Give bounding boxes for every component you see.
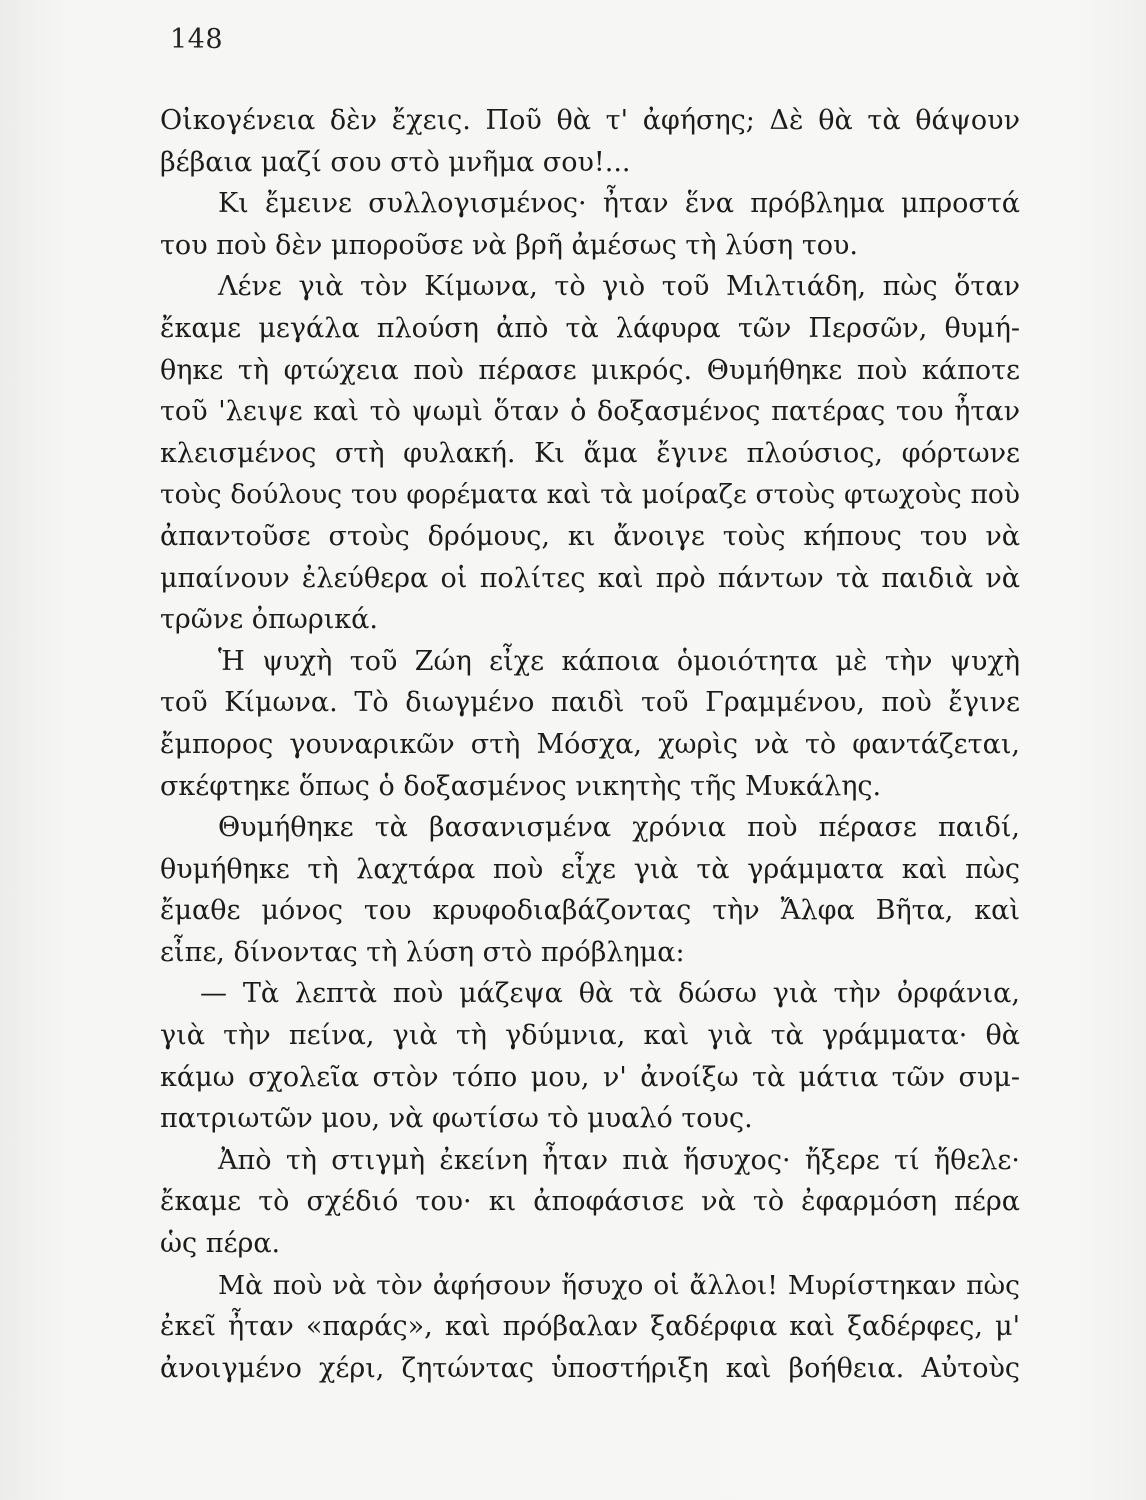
text-line: πατριωτῶν μου, νὰ φωτίσω τὸ μυαλό τους.: [160, 1103, 753, 1135]
text-line: βέβαια μαζί σου στὸ μνῆμα σου!...: [160, 146, 631, 178]
body-text: [160, 100, 1020, 1389]
text-line: Μὰ ποὺ νὰ τὸν ἀφήσουν ἥσυχο οἱ ἄλλοι! Μυρίστηκαν πὼς: [218, 1269, 1020, 1301]
text-line: ἐκεῖ ἦταν «παράς», καὶ πρόβαλαν ξαδέρφια καὶ ξαδέρφες, μ': [160, 1311, 1020, 1343]
page-number: 148: [170, 24, 224, 55]
text-line: κλεισμένος στὴ φυλακή. Κι ἅμα ἔγινε πλούσιος, φόρτωνε: [160, 437, 1020, 469]
text-line: θυμήθηκε τὴ λαχτάρα ποὺ εἶχε γιὰ τὰ γράμματα καὶ πὼς: [160, 853, 1020, 885]
text-line: γιὰ τὴν πείνα, γιὰ τὴ γδύμνια, καὶ γιὰ τὰ γράμματα· θὰ: [160, 1020, 1020, 1052]
text-line: του ποὺ δὲν μποροῦσε νὰ βρῆ ἀμέσως τὴ λύση του.: [160, 229, 859, 261]
text-line: Ἡ ψυχὴ τοῦ Ζώη εἶχε κάποια ὁμοιότητα μὲ τὴν ψυχὴ: [218, 645, 1020, 677]
text-line: Οἰκογένεια δὲν ἔχεις. Ποῦ θὰ τ' ἀφήσης; Δὲ θὰ τὰ θάψουν: [160, 105, 1020, 136]
text-line: ἔμπορος γουναρικῶν στὴ Μόσχα, χωρὶς νὰ τὸ φαντάζεται,: [160, 728, 1020, 760]
text-line: μπαίνουν ἐλεύθερα οἱ πολίτες καὶ πρὸ πάντων τὰ παιδιὰ νὰ: [160, 562, 1020, 594]
text-line: ἀνοιγμένο χέρι, ζητώντας ὑποστήριξη καὶ βοήθεια. Αὐτοὺς: [160, 1352, 1020, 1384]
text-line: Λένε γιὰ τὸν Κίμωνα, τὸ γιὸ τοῦ Μιλτιάδη, πὼς ὅταν: [218, 271, 1020, 303]
text-line: Κι ἔμεινε συλλογισμένος· ἦταν ἕνα πρόβλημα μπροστά: [218, 188, 1020, 220]
text-line: Θυμήθηκε τὰ βασανισμένα χρόνια ποὺ πέρασε παιδί,: [218, 812, 1020, 844]
text-line: τοῦ Κίμωνα. Τὸ διωγμένο παιδὶ τοῦ Γραμμένου, ποὺ ἔγινε: [160, 687, 1020, 719]
text-line: — Τὰ λεπτὰ ποὺ μάζεψα θὰ τὰ δώσω γιὰ τὴν ὀρφάνια,: [200, 978, 1020, 1010]
text-line: ἔκαμε τὸ σχέδιό του· κι ἀποφάσισε νὰ τὸ ἐφαρμόση πέρα: [160, 1186, 1020, 1218]
text-line: ὡς πέρα.: [160, 1228, 281, 1260]
text-line: τρῶνε ὀπωρικά.: [160, 604, 378, 636]
text-line: θηκε τὴ φτώχεια ποὺ πέρασε μικρός. Θυμήθηκε ποὺ κάποτε: [160, 354, 1020, 386]
text-line: ἔμαθε μόνος του κρυφοδιαβάζοντας τὴν Ἄλφα Βῆτα, καὶ: [160, 895, 1020, 927]
text-line: κάμω σχολεῖα στὸν τόπο μου, ν' ἀνοίξω τὰ μάτια τῶν συμ-: [160, 1061, 1020, 1093]
text-line: σκέφτηκε ὅπως ὁ δοξασμένος νικητὴς τῆς Μυκάλης.: [160, 770, 882, 802]
text-line: Ἀπὸ τὴ στιγμὴ ἐκείνη ἦταν πιὰ ἥσυχος· ἤξερε τί ἤθελε·: [218, 1144, 1020, 1176]
text-line: ἀπαντοῦσε στοὺς δρόμους, κι ἄνοιγε τοὺς κήπους του νὰ: [160, 520, 1020, 552]
text-line: εἶπε, δίνοντας τὴ λύση στὸ πρόβλημα:: [160, 936, 685, 968]
text-line: τοὺς δούλους του φορέματα καὶ τὰ μοίραζε στοὺς φτωχοὺς ποὺ: [160, 479, 1020, 511]
text-line: τοῦ 'λειψε καὶ τὸ ψωμὶ ὅταν ὁ δοξασμένος πατέρας του ἦταν: [160, 396, 1020, 428]
text-line: ἔκαμε μεγάλα πλούση ἀπὸ τὰ λάφυρα τῶν Περσῶν, θυμή-: [160, 312, 1020, 344]
